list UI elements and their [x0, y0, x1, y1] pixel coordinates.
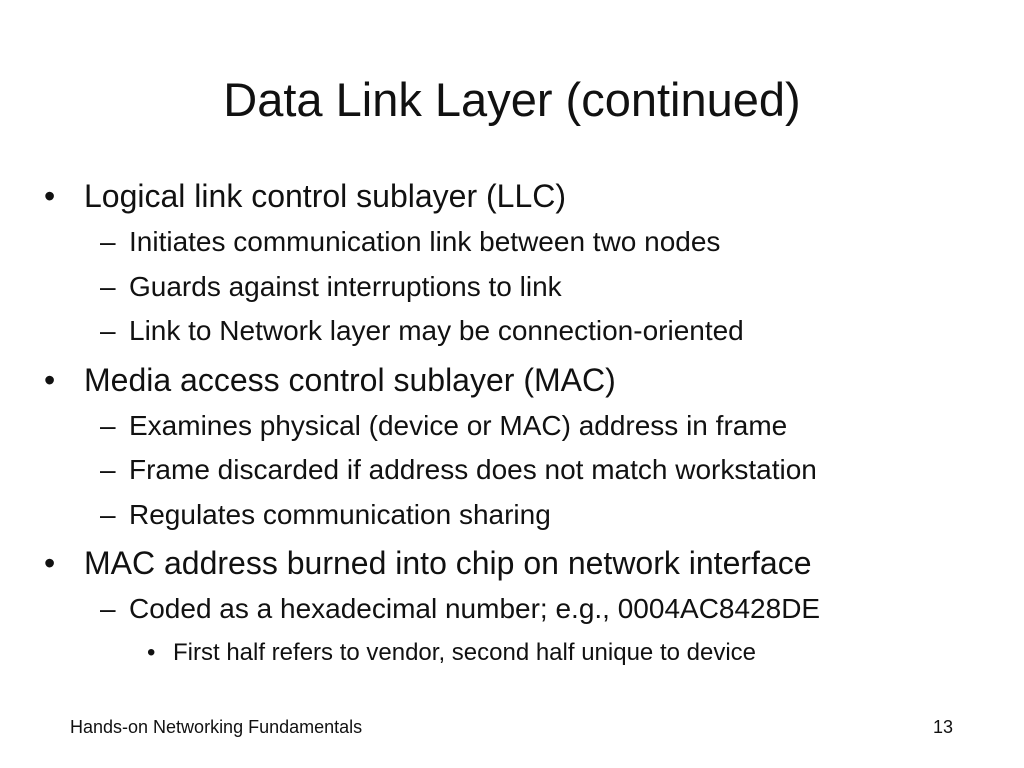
subbullet-text: Guards against interruptions to link	[129, 271, 562, 302]
bullet-text: Media access control sublayer (MAC)	[84, 362, 616, 398]
bullet-text: MAC address burned into chip on network interface	[84, 545, 812, 581]
bullet-text: Logical link control sublayer (LLC)	[84, 178, 566, 214]
subbullet-text: Frame discarded if address does not match workstation	[129, 454, 817, 485]
subbullet-text: Link to Network layer may be connection-oriented	[129, 315, 744, 346]
dash-marker: –	[100, 226, 116, 257]
subsubbullet-text: First half refers to vendor, second half unique to device	[173, 639, 756, 666]
dash-marker: –	[100, 271, 116, 302]
bullet-marker: •	[44, 178, 56, 214]
bullet-marker: •	[44, 362, 56, 398]
dash-marker: –	[100, 593, 116, 624]
subbullet-text: Initiates communication link between two nodes	[129, 226, 721, 257]
subbullet-text: Coded as a hexadecimal number; e.g., 0004AC8428DE	[129, 593, 821, 624]
footer-text: Hands-on Networking Fundamentals	[70, 717, 363, 737]
bullet-marker: •	[147, 639, 156, 666]
slide-title: Data Link Layer (continued)	[223, 73, 801, 126]
subbullet-text: Regulates communication sharing	[129, 499, 551, 530]
dash-marker: –	[100, 315, 116, 346]
bullet-marker: •	[44, 545, 56, 581]
dash-marker: –	[100, 410, 116, 441]
subbullet-text: Examines physical (device or MAC) address in frame	[129, 410, 788, 441]
dash-marker: –	[100, 454, 116, 485]
dash-marker: –	[100, 499, 116, 530]
page-number: 13	[933, 717, 954, 737]
